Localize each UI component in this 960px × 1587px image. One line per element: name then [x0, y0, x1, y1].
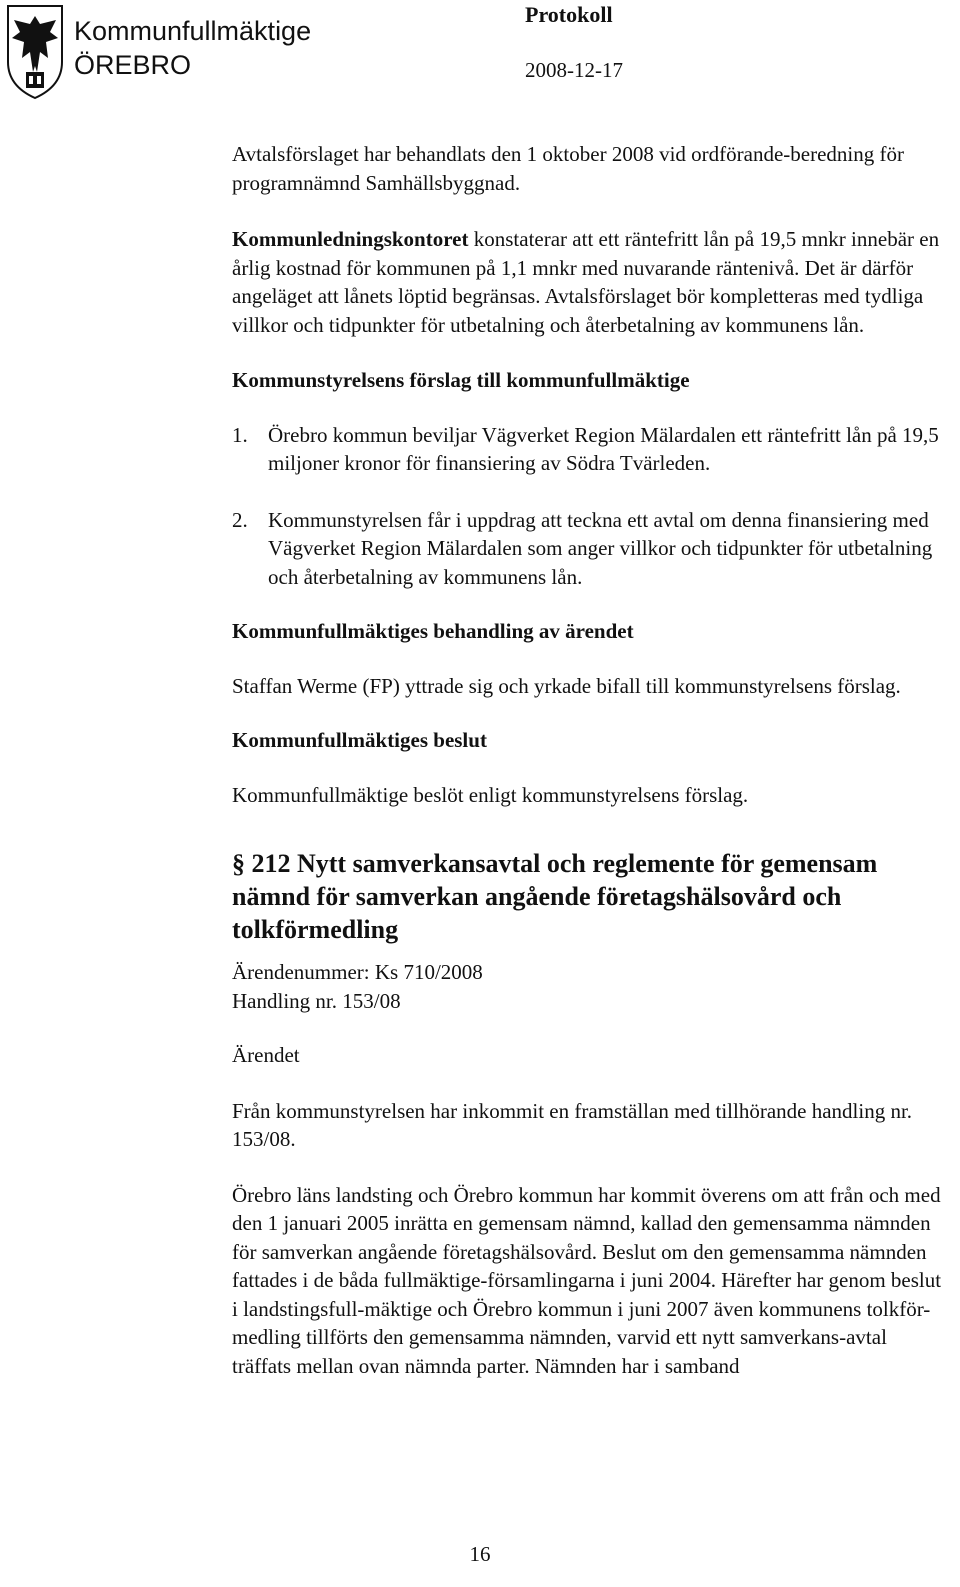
paragraph-framstallan: Från kommunstyrelsen har inkommit en framställan med tillhörande handling nr. 153/08. — [232, 1098, 913, 1151]
page-number: 16 — [469, 1542, 491, 1566]
paragraph-text: konstaterar att ett räntefritt lån på 19,5 mnkr innebär en årlig kostnad för kommunen på 1,1 mnkr med nuvarande räntenivå. Det är därför angeläget att lånets löptid begränsas. Avtalsförslaget bör kompletteras med tydliga villkor och tidpunkter för utbetalning och återbetalning av kommunens lån. — [232, 227, 940, 337]
heading-behandling: Kommunfullmäktiges behandling av ärendet — [232, 619, 634, 643]
proposal-list — [232, 421, 948, 592]
handling-number: Handling nr. 153/08 — [232, 988, 401, 1013]
heading-ks-forslag: Kommunstyrelsens förslag till kommunfullmäktige — [232, 368, 690, 392]
list-item-text: Kommunstyrelsen får i uppdrag att teckna ett avtal om denna finansiering med Vägverket Region Mälardalen som anger villkor och tidpunkter för utbetalning och återbetalning av kommunens lån. — [268, 507, 933, 589]
document-body — [232, 140, 948, 1380]
logo-title: Kommunfullmäktige — [74, 16, 312, 46]
paragraph-lead: Kommunledningskontoret — [232, 227, 469, 251]
heading-arendet: Ärendet — [232, 1043, 300, 1067]
list-item-number: 2. — [232, 507, 248, 532]
list-item-text: Örebro kommun beviljar Vägverket Region Mälardalen ett räntefritt lån på 19,5 miljoner kronor för finansiering av Södra Tvärleden. — [268, 422, 939, 475]
case-number: Ärendenummer: Ks 710/2008 — [232, 960, 483, 984]
paragraph-kommunledningskontoret — [232, 225, 948, 339]
paragraph-beredning: Avtalsförslaget har behandlats den 1 oktober 2008 vid ordförande-beredning för programnämnd Samhällsbyggnad. — [232, 142, 904, 195]
heading-beslut: Kommunfullmäktiges beslut — [232, 728, 487, 752]
list-item — [232, 421, 948, 478]
municipality-logo — [4, 2, 324, 102]
list-item-number: 1. — [232, 422, 248, 447]
paragraph-beslut: Kommunfullmäktige beslöt enligt kommunstyrelsens förslag. — [232, 782, 749, 807]
paragraph-behandling: Staffan Werme (FP) yttrade sig och yrkade bifall till kommunstyrelsens förslag. — [232, 673, 901, 698]
coat-of-arms-icon — [4, 2, 66, 100]
document-date: 2008-12-17 — [525, 58, 623, 82]
document-type: Protokoll — [525, 2, 613, 27]
list-item — [232, 506, 948, 592]
paragraph-arendet: Örebro läns landsting och Örebro kommun har kommit överens om att från och med den 1 januari 2005 inrätta en gemensam nämnd, kallad den gemensamma nämnden för samverkan angående företagshälsovård. Beslut om den gemensamma nämnden fattades i de båda fullmäktige-församlingarna i juni 2004. Härefter har genom beslut i landstingsfull-mäktige och Örebro kommun i juni 2007 även kommunens tolkför-medling tillförts den gemensamma nämnden, varvid ett nytt samverkans-avtal träffats mellan ovan nämnda parter. Nämnden har i samband — [232, 1182, 942, 1378]
section-title: § 212 Nytt samverkansavtal och reglemente för gemensam nämnd för samverkan angående företagshälsovård och tolkförmedling — [232, 849, 878, 944]
logo-city: ÖREBRO — [74, 50, 192, 80]
